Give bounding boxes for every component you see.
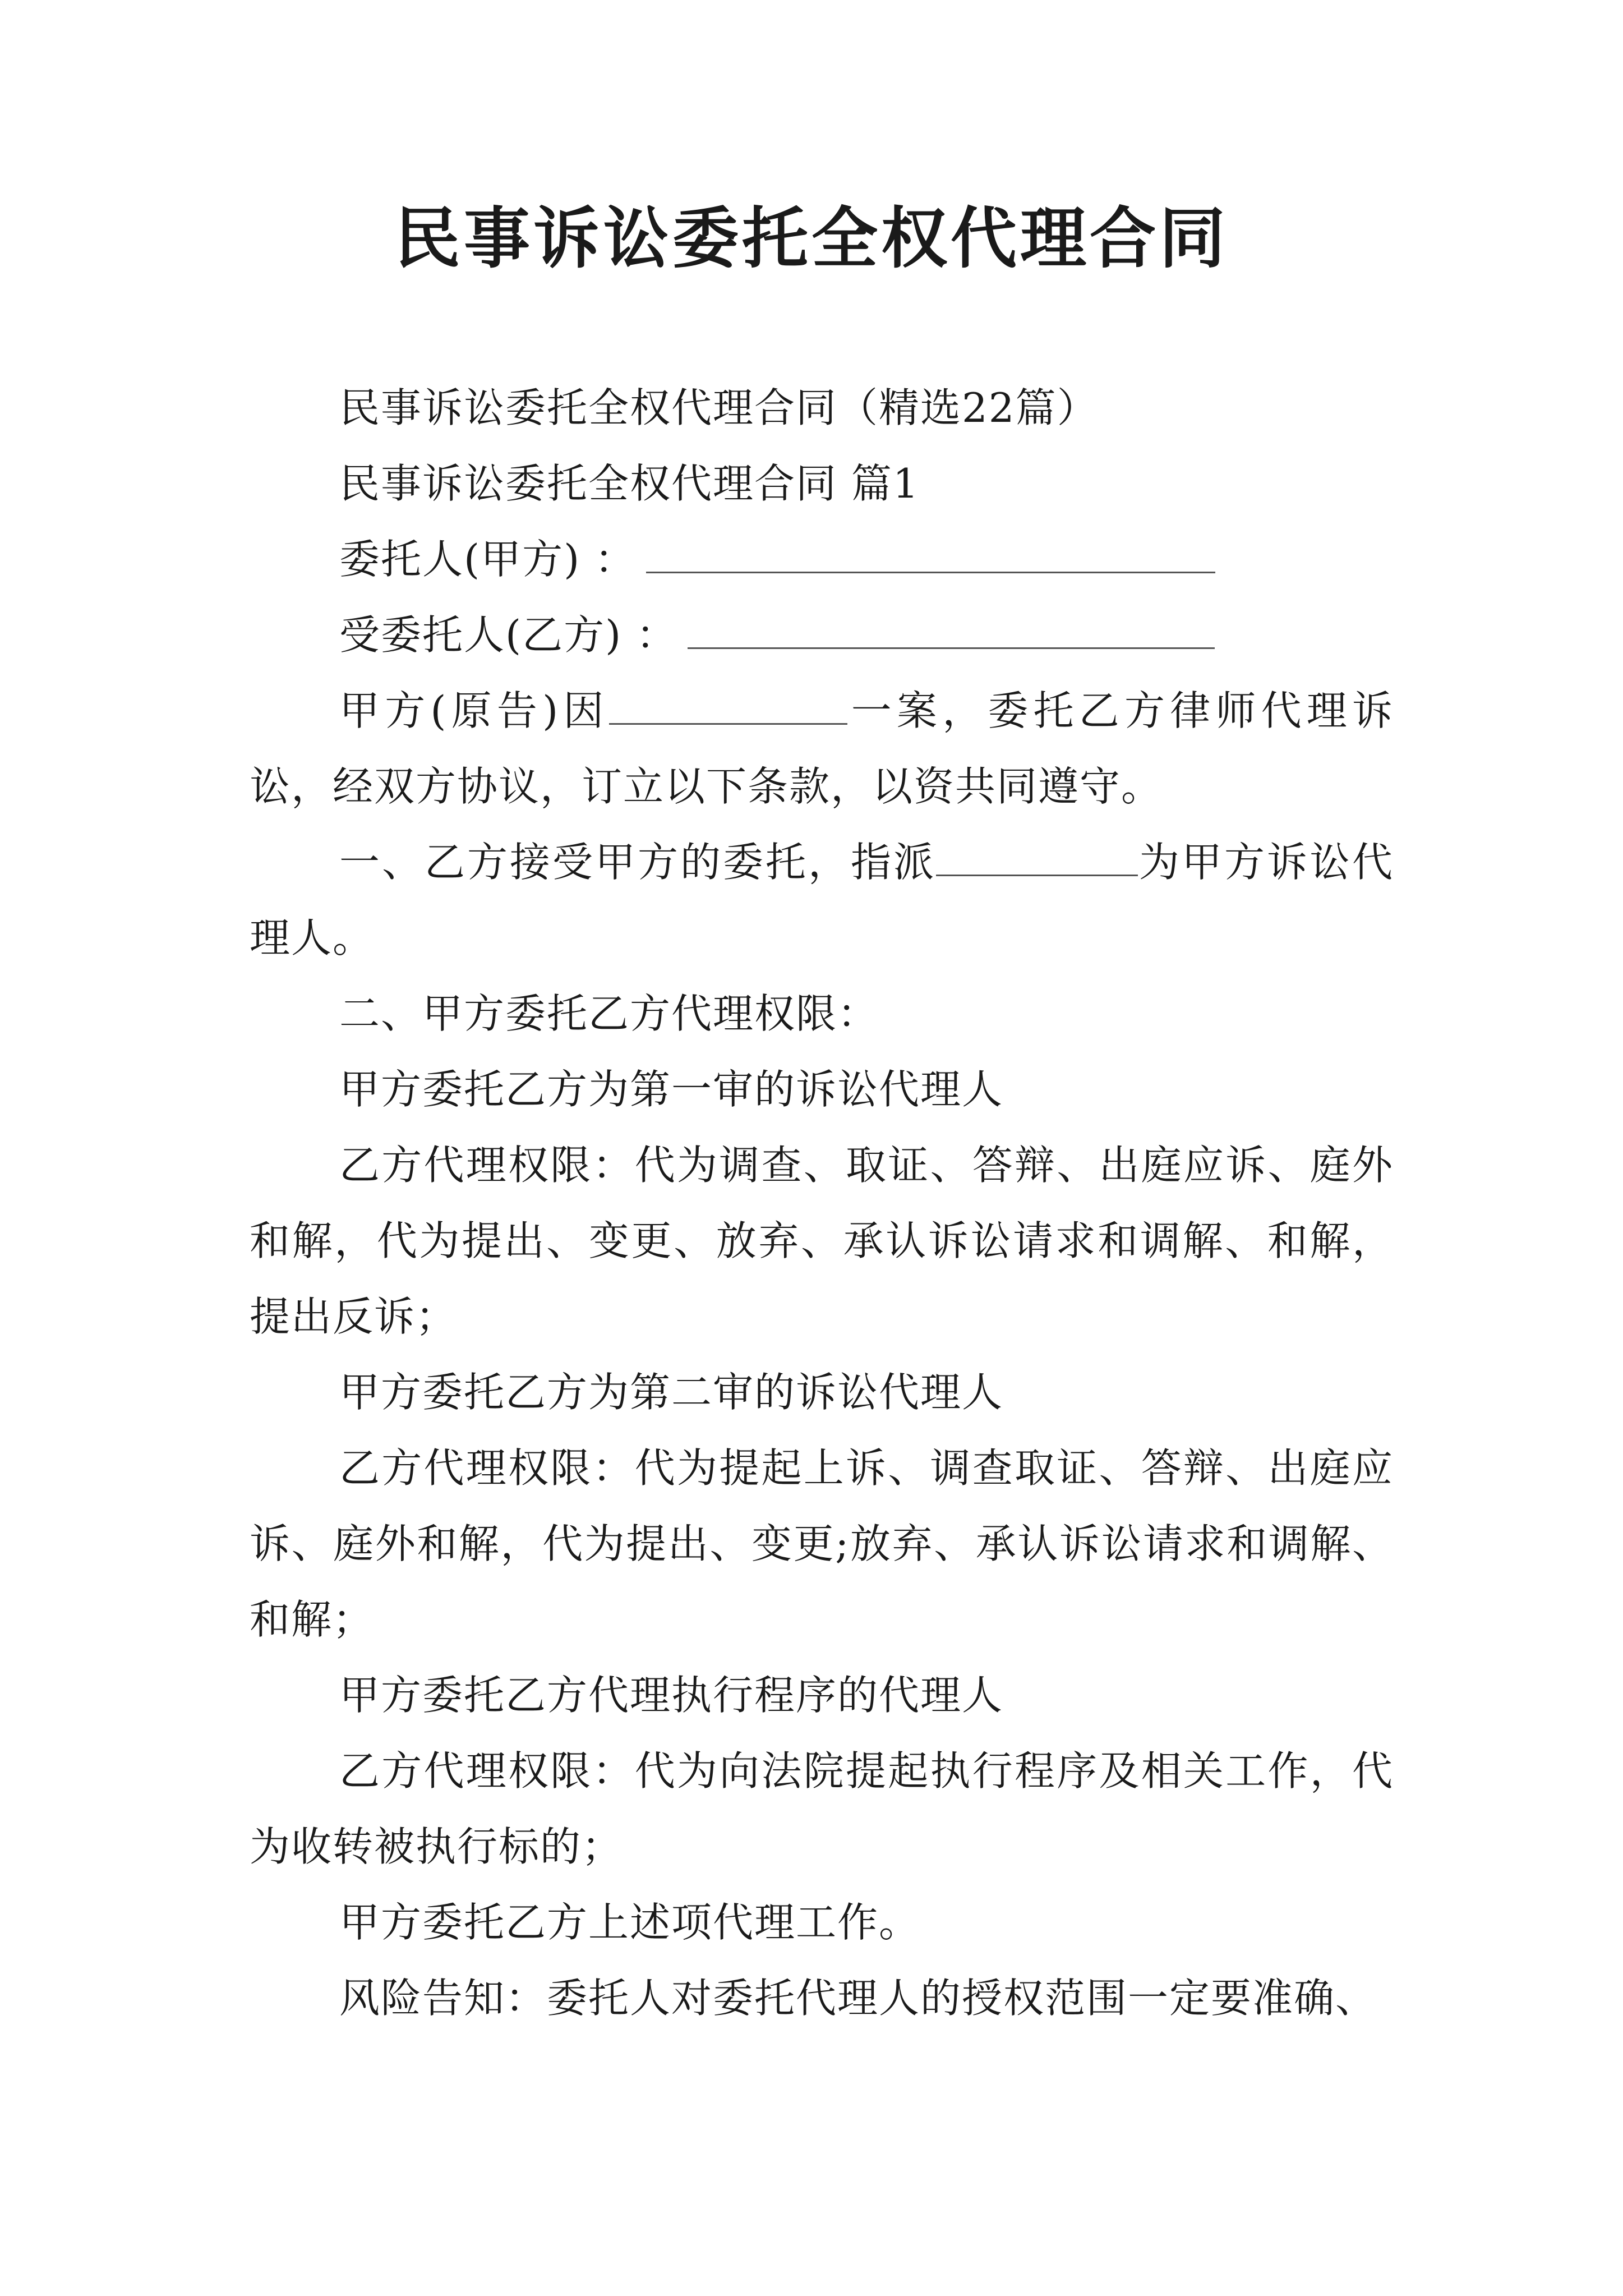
paragraph-case-intro	[250, 673, 1394, 825]
paragraph-principal-line	[250, 522, 1394, 597]
paragraph-agent-line	[250, 597, 1394, 673]
document-title: 民事诉讼委托全权代理合同	[394, 199, 1229, 277]
paragraph-section-heading: 民事诉讼委托全权代理合同 篇1	[339, 460, 920, 507]
agent-blank	[688, 614, 1215, 649]
clause-one-end: 为甲方诉讼代理人。	[250, 839, 1394, 961]
lawyer-name-blank	[936, 841, 1138, 876]
case-intro-end: 一案，委托乙方律师代理诉讼，经双方协议，订立以下条款，以资共同遵守。	[250, 687, 1394, 810]
paragraph-clause-one	[250, 825, 1394, 976]
document-body	[250, 370, 1394, 2036]
paragraph-delegation: 甲方委托乙方上述项代理工作。	[339, 1899, 921, 1946]
paragraph-second-instance: 甲方委托乙方为第二审的诉讼代理人	[339, 1369, 1004, 1416]
paragraph-risk-notice: 风险告知：委托人对委托代理人的授权范围一定要准确、	[339, 1975, 1377, 2022]
paragraph-second-instance-scope: 乙方代理权限：代为提起上诉、调查取证、答辩、出庭应诉、庭外和解，代为提出、变更;放弃、承认诉讼请求和调解、和解；	[250, 1444, 1394, 1643]
paragraph-first-instance: 甲方委托乙方为第一审的诉讼代理人	[339, 1066, 1004, 1113]
case-intro-start: 甲方(原告)因	[339, 687, 609, 734]
paragraph-clause-two: 二、甲方委托乙方代理权限：	[339, 990, 879, 1037]
paragraph-collection-title: 民事诉讼委托全权代理合同（精选22篇）	[339, 384, 1099, 431]
agent-label: 受委托人(乙方) ：	[339, 611, 678, 659]
principal-blank	[646, 538, 1215, 573]
principal-label: 委托人(甲方) ：	[339, 536, 637, 583]
paragraph-execution-scope: 乙方代理权限：代为向法院提起执行程序及相关工作，代为收转被执行标的；	[250, 1747, 1394, 1870]
paragraph-execution: 甲方委托乙方代理执行程序的代理人	[339, 1672, 1004, 1719]
clause-one-start: 一、乙方接受甲方的委托，指派	[339, 839, 936, 886]
paragraph-first-instance-scope: 乙方代理权限：代为调查、取证、答辩、出庭应诉、庭外和解，代为提出、变更、放弃、承认诉讼请求和调解、和解，提出反诉；	[250, 1142, 1394, 1340]
case-name-blank	[609, 689, 847, 725]
